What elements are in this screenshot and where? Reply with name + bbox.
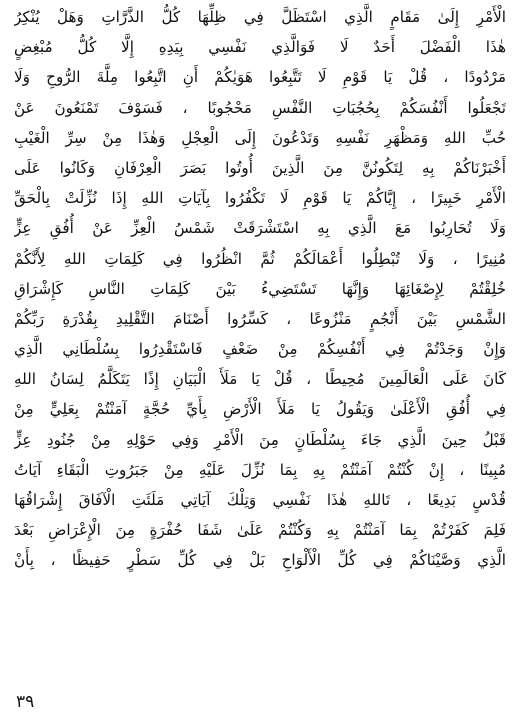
text-line: مُبِينًا ، إِنْ كُنْتُمْ آمَنْتُمْ بِهِ بِمَا نُزِّلَ عَلَيْهِ مِنْ جَبَرُوتِ الْبَقَاءِ آيَاتُ (14, 460, 506, 479)
text-line: وَلَا تُحَارِبُوا مَعَ الَّذِي بِهِ اسْتَشْرَقَتْ شَمْسُ الْعِزِّ عَنْ أُفُقِ عِزٍّ (14, 219, 506, 238)
text-line: تَجْعَلُوا أَنْفُسَكُمْ بِحُجُبَاتِ النَّفْسِ مَحْجُوبًا ، فَسَوْفَ تَمْنَعُونَ عَنْ (14, 98, 506, 117)
text-line: هٰذَا الْفَضْلَ أَحَدٌ لَا فَوَالَّذِي نَفْسِي بِيَدِهِ إِلَّا كُلُّ مُبْغِضٍ (14, 38, 506, 57)
text-line: وَإِنْ وَجَدْتُمْ فِي أَنْفُسِكُمْ مِنْ ضَعْفٍ فَاسْتَقْدِرُوا بِسُلْطَانِي الَّذِي (14, 340, 506, 359)
text-line: قُدْسٍ بَدِيعًا ، تَاللهِ هٰذَا نَفْسِي وَتِلْكَ آيَاتِي مَلَئَتِ الْآفَاقَ إِشْرَاقُهَا (14, 491, 506, 509)
document-body (14, 2, 506, 576)
text-line: فِي أُفُقِ الْأَعْلَىٰ وَيَقُولُ يَا مَلَأَ الْأَرْضِ بِأَيِّ حُجَّةٍ آمَنْتُمْ بِعَلِيٍّ مِنْ (14, 400, 506, 419)
text-line: مُنِيرًا ، وَلَا تُبْطِلُوا أَعْمَالَكُمْ ثُمَّ انْظُرُوا فِي كَلِمَاتِ اللهِ لِأَنَّكُمْ (14, 249, 506, 268)
text-line: كَانَ عَلَى الْعَالَمِينَ مُحِيطًا ، قُلْ يَا مَلَأَ الْبَيَانِ إِذًا يَتَكَلَّمُ لِسَانُ اللهِ (14, 370, 506, 389)
text-line: الْأَمْرِ خَبِيرًا ، إِيَّاكُمْ يَا قَوْمِ لَا تَكْفُرُوا بِآيَاتِ اللهِ إِذَا نُزِّلَتْ بِالْحَقِّ (14, 189, 506, 208)
text-line: مَرْدُودًا ، قُلْ يَا قَوْمِ لَا تَتَّبِعُوا هَوَيٰكُمْ أَنِ اتَّبِعُوا مِلَّةَ الرُّوحِ وَلَا (14, 68, 506, 87)
text-line: أَخْبَرْنَاكُمْ بِهِ لِتَكُونُنَّ مِنَ الَّذِينَ أُوتُوا بَصَرَ الْعِرْفَانِ وَكَانُوا عَلَى (14, 158, 506, 177)
text-line: خُلِقْتُمْ لِإِصْغَائِهَا وَإِنَّهَا تَسْتَضِيءُ بَيْنَ كَلِمَاتِ النَّاسِ كَإِشْرَاقِ (14, 279, 506, 298)
text-line: الشَّمْسِ بَيْنَ أَنْجُمٍ مَنْزُوعًا ، كَسِّرُوا أَصْنَامَ التَّقْلِيدِ بِقُدْرَةِ رَبِّكُمْ (14, 309, 506, 328)
page-number: ٣٩ (16, 692, 35, 712)
text-line: قَبْلُ حِينَ الَّذِي جَاءَ بِسُلْطَانٍ مِنَ الْأَمْرِ وَفِي حَوْلِهِ مِنْ جُنُودِ عِزٍّ (14, 430, 506, 449)
text-line: الْأَمْرِ إِلَىٰ مَقَامٍ الَّذِي اسْتَظَلَّ فِي ظِلِّهَا كُلُّ الذَّرَّاتِ وَهَلْ يُنْكِرُ (14, 8, 506, 26)
text-line: حُبِّ اللهِ وَمَظْهَرِ نَفْسِهِ وَتَدْعُونَ إِلَى الْعِجْلِ وَهٰذَا مِنْ سِرِّ الْغَيْبِ (14, 128, 506, 147)
text-line: الَّذِي وَصَّيْنَاكُمْ فِي كُلِّ الْأَلْوَاحِ بَلْ فِي كُلِّ سَطْرٍ حَفِيظًا ، بِأَنْ (14, 551, 506, 570)
text-line: فَلِمَ كَفَرْتُمْ بِمَا آمَنْتُمْ بِهِ وَكُنْتُمْ عَلَىٰ شَفَا حُفْرَةٍ مِنَ الْإِعْرَاضِ بَعْدَ (14, 521, 506, 540)
